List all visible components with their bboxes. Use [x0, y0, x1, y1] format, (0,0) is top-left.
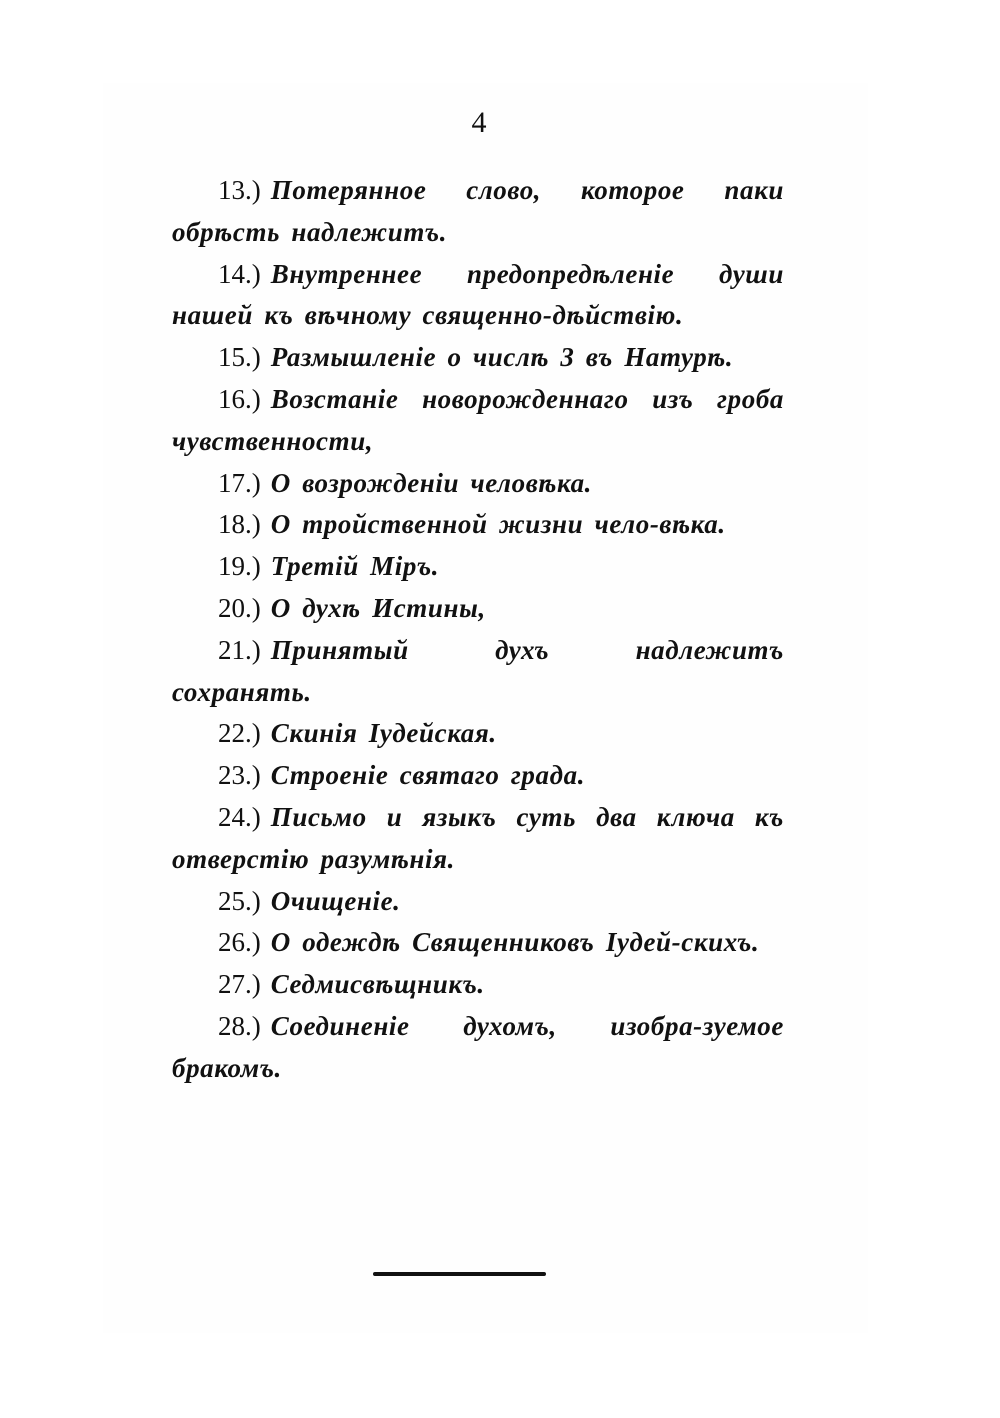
item-text: Внутреннее предопредѣленіе души нашей къ вѣчному священно-дѣйствію.: [172, 258, 784, 331]
item-text: Размышленіе о числѣ 3 въ Натурѣ.: [270, 342, 734, 373]
list-item: [172, 379, 784, 463]
item-text: Очищеніе.: [270, 885, 401, 916]
list-item: [172, 504, 784, 546]
item-text: Соединеніе духомъ, изобра-зуемое бракомъ.: [172, 1010, 784, 1083]
item-text: Третій Міръ.: [270, 551, 440, 582]
item-text: Строеніе святаго града.: [270, 760, 586, 791]
item-number: 16.): [218, 383, 261, 414]
item-text: Возстаніе новорожденнаго изъ гроба чувственности,: [172, 383, 784, 456]
item-text: О духѣ Истины,: [270, 592, 486, 623]
item-number: 13.): [218, 175, 261, 205]
list-item: [172, 713, 784, 755]
list-item: [172, 463, 784, 505]
item-number: 23.): [218, 760, 261, 791]
list-item: [172, 588, 784, 630]
item-number: 28.): [218, 1010, 261, 1041]
list-item: [172, 546, 784, 588]
page-number: 4: [471, 106, 487, 139]
item-number: 21.): [218, 634, 261, 665]
item-text: Скинія Іудейская.: [270, 718, 497, 749]
item-number: 18.): [218, 509, 261, 540]
item-number: 17.): [218, 467, 261, 498]
list-item: [172, 755, 784, 797]
item-text: Принятый духъ надлежитъ сохранять.: [172, 634, 784, 707]
item-number: 15.): [218, 342, 261, 373]
item-number: 25.): [218, 885, 261, 916]
list-item: [172, 337, 784, 379]
item-number: 22.): [218, 718, 261, 749]
list-item: [172, 1006, 784, 1090]
list-item: [172, 254, 784, 338]
item-number: 24.): [218, 801, 261, 832]
list-item: [172, 922, 784, 964]
item-number: 27.): [218, 969, 261, 1000]
item-text: О возрожденіи человѣка.: [270, 467, 593, 498]
list-item: [172, 964, 784, 1006]
item-number: 26.): [218, 927, 261, 958]
item-text: Письмо и языкъ суть два ключа къ отверстію разумѣнія.: [172, 801, 784, 874]
list-item: [172, 797, 784, 881]
item-text: О тройственной жизни чело-вѣка.: [270, 509, 726, 540]
item-number: 14.): [218, 258, 261, 289]
item-number: 20.): [218, 592, 261, 623]
item-text: Седмисвѣщникъ.: [270, 969, 485, 1000]
end-rule-divider: [373, 1272, 546, 1276]
table-of-contents-list: [172, 170, 784, 1090]
item-number: 19.): [218, 551, 261, 582]
list-item: [172, 881, 784, 923]
item-text: Потерянное слово, которое паки обрѣсть надлежитъ.: [172, 175, 784, 247]
item-text: О одеждѣ Священниковъ Іудей-скихъ.: [270, 927, 760, 958]
list-item: [172, 630, 784, 714]
list-item: [172, 170, 784, 254]
